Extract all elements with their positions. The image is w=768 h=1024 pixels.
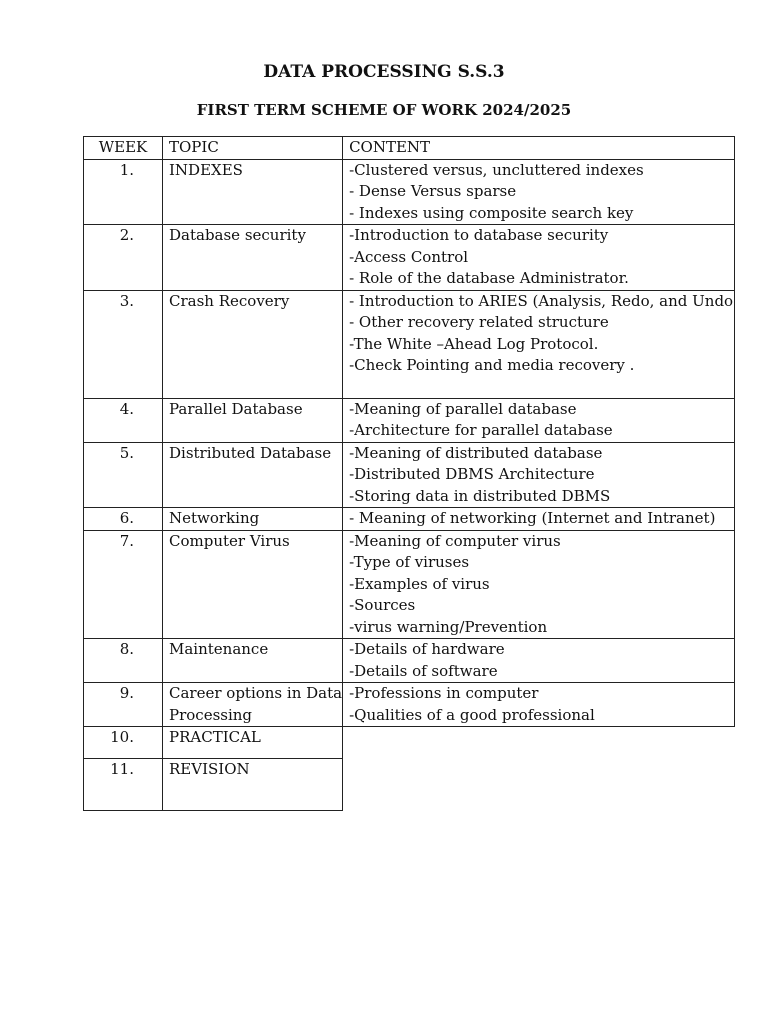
topic-text: PRACTICAL xyxy=(169,728,261,746)
topic-text: Career options in Data xyxy=(169,684,343,702)
content-item: -Type of viruses xyxy=(349,553,470,571)
week-number: 5. xyxy=(84,442,163,508)
topic-text: INDEXES xyxy=(169,160,243,179)
content-cell xyxy=(343,225,735,291)
table-row xyxy=(84,639,735,683)
week-number: 9. xyxy=(84,683,163,727)
topic-cell xyxy=(163,727,343,759)
topic-text: Maintenance xyxy=(169,640,269,658)
topic-cell xyxy=(163,398,343,442)
table-row xyxy=(84,398,735,442)
topic-cell xyxy=(163,530,343,639)
topic-cell xyxy=(163,508,343,531)
content-cell xyxy=(343,159,735,225)
content-item: -Professions in computer xyxy=(349,684,539,702)
table-header-row xyxy=(84,137,735,160)
content-item: -Qualities of a good professional xyxy=(349,705,595,724)
content-item: - Indexes using composite search key xyxy=(349,203,634,222)
content-cell xyxy=(343,683,735,727)
content-item: -Details of hardware xyxy=(349,640,505,658)
topic-cell xyxy=(163,225,343,291)
content-cell xyxy=(343,759,735,811)
topic-cell xyxy=(163,442,343,508)
topic-cell xyxy=(163,159,343,225)
content-cell xyxy=(343,398,735,442)
week-number: 4. xyxy=(84,398,163,442)
content-item: - Meaning of networking (Internet and Intranet) xyxy=(349,509,716,527)
content-item: -The White –Ahead Log Protocol. xyxy=(349,334,599,353)
content-item: -Architecture for parallel database xyxy=(349,421,613,439)
topic-text: Computer Virus xyxy=(169,531,290,550)
topic-text: Distributed Database xyxy=(169,443,332,462)
table-row xyxy=(84,727,735,759)
document-title: DATA PROCESSING S.S.3 xyxy=(263,62,505,82)
topic-text: Database security xyxy=(169,226,306,244)
topic-text: Processing xyxy=(169,705,253,724)
content-item: - Introduction to ARIES (Analysis, Redo, and Undo xyxy=(349,291,734,310)
content-item: -virus warning/Prevention xyxy=(349,617,548,636)
content-cell xyxy=(343,290,735,398)
week-number: 1. xyxy=(84,159,163,225)
topic-cell xyxy=(163,759,343,811)
topic-text: Parallel Database xyxy=(169,399,303,418)
topic-text: REVISION xyxy=(169,760,250,778)
content-cell xyxy=(343,727,735,759)
table-row xyxy=(84,530,735,639)
week-number: 11. xyxy=(84,759,163,811)
content-item: -Meaning of parallel database xyxy=(349,399,577,418)
topic-text: Crash Recovery xyxy=(169,291,290,310)
header-topic: TOPIC xyxy=(163,137,343,160)
content-item: - Other recovery related structure xyxy=(349,313,609,331)
table-row xyxy=(84,442,735,508)
content-item: -Introduction to database security xyxy=(349,226,609,244)
content-item: -Clustered versus, uncluttered indexes xyxy=(349,160,644,179)
topic-cell xyxy=(163,639,343,683)
week-number: 8. xyxy=(84,639,163,683)
week-number: 7. xyxy=(84,530,163,639)
content-item: -Details of software xyxy=(349,661,498,680)
table-row xyxy=(84,508,735,531)
header-content: CONTENT xyxy=(343,137,735,160)
content-item: -Examples of virus xyxy=(349,574,490,593)
week-number: 3. xyxy=(84,290,163,398)
content-item: - Dense Versus sparse xyxy=(349,182,517,200)
topic-cell xyxy=(163,683,343,727)
table-body xyxy=(84,159,735,811)
content-item: -Storing data in distributed DBMS xyxy=(349,486,611,505)
content-item: -Sources xyxy=(349,596,416,614)
week-number: 10. xyxy=(84,727,163,759)
header-week: WEEK xyxy=(84,137,163,160)
week-number: 6. xyxy=(84,508,163,531)
table-row xyxy=(84,225,735,291)
content-item: -Distributed DBMS Architecture xyxy=(349,465,595,483)
content-item: -Meaning of computer virus xyxy=(349,531,561,550)
scheme-of-work-table xyxy=(83,136,735,811)
topic-text: Networking xyxy=(169,509,260,527)
week-number: 2. xyxy=(84,225,163,291)
content-item: -Meaning of distributed database xyxy=(349,443,603,462)
table-row xyxy=(84,759,735,811)
topic-cell xyxy=(163,290,343,398)
table-row xyxy=(84,683,735,727)
content-item: -Access Control xyxy=(349,247,469,266)
content-cell xyxy=(343,639,735,683)
content-item: -Check Pointing and media recovery . xyxy=(349,356,635,374)
content-cell xyxy=(343,530,735,639)
content-cell xyxy=(343,508,735,531)
document-subtitle: FIRST TERM SCHEME OF WORK 2024/2025 xyxy=(196,101,572,119)
table-row xyxy=(84,159,735,225)
content-item: - Role of the database Administrator. xyxy=(349,269,629,287)
table-row xyxy=(84,290,735,398)
content-cell xyxy=(343,442,735,508)
